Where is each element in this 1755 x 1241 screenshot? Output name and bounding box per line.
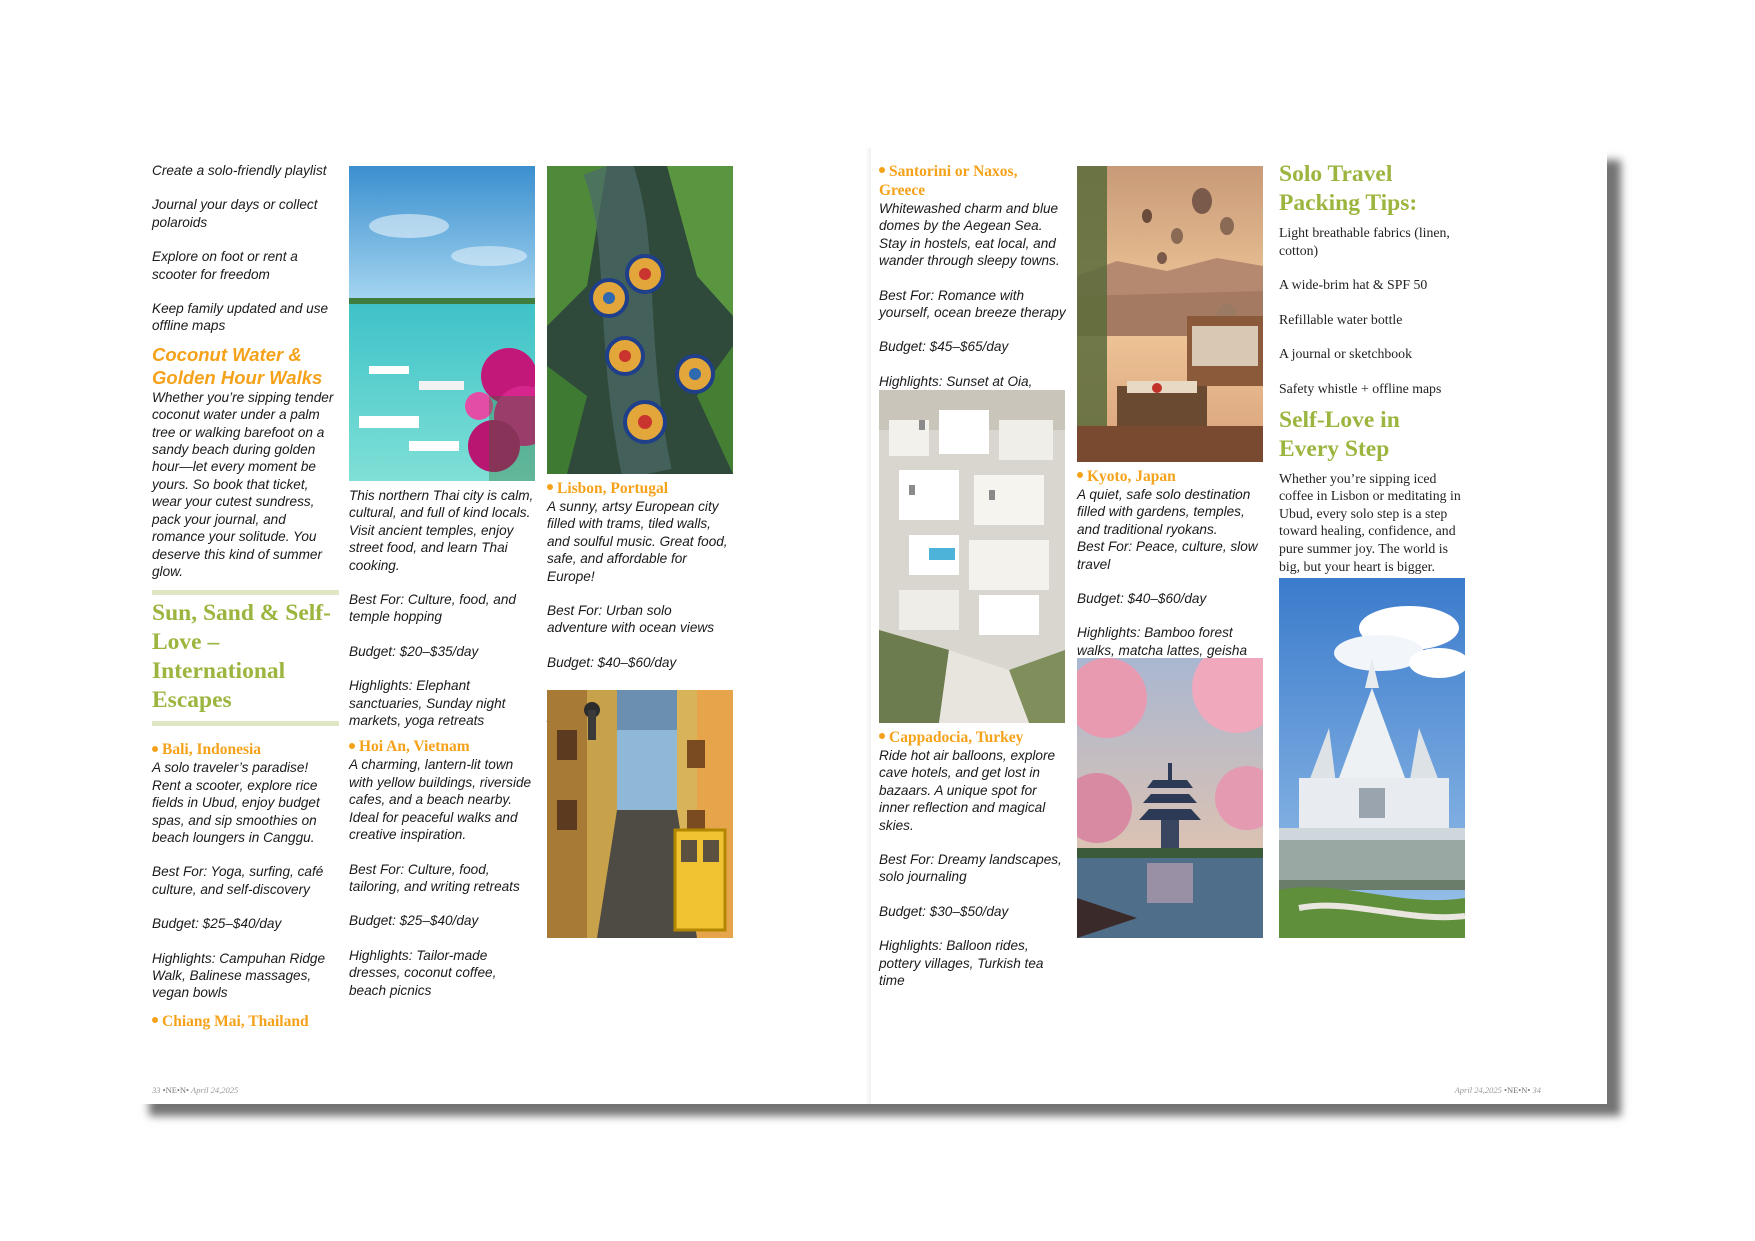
left-page <box>135 148 871 1104</box>
section-rule-bottom <box>152 721 339 726</box>
kyoto-desc: A quiet, safe solo destination filled with gardens, temples, and traditional ryokans. <box>1077 487 1251 537</box>
santorini-budget: Budget: $45–$65/day <box>879 339 1009 355</box>
white-temple-photo <box>1279 578 1465 938</box>
dest-santorini-title: Santorini or Naxos, Greece <box>879 163 1018 199</box>
kyoto-highlights: Highlights: Bamboo forest walks, matcha lattes, geisha <box>1077 625 1248 658</box>
packing-item: A wide-brim hat & SPF 50 <box>1279 277 1428 293</box>
cappadocia-highlights: Highlights: Balloon rides, pottery villages, Turkish tea time <box>879 938 1044 989</box>
section-heading: Sun, Sand & Self-Love – International Escapes <box>152 600 331 714</box>
dest-cappadocia-title: Cappadocia, Turkey <box>879 728 1069 747</box>
right-column-1 <box>879 162 1067 425</box>
santorini-village-photo <box>879 390 1065 723</box>
santorini-desc: Whitewashed charm and blue domes by the Aegean Sea. Stay in hostels, eat local, and wander through sleepy towns. <box>879 201 1060 269</box>
lisbon-best-for: Best For: Urban solo adventure with ocean views <box>547 603 714 636</box>
bullet-dot-icon <box>1077 472 1083 478</box>
right-column-3 <box>1279 160 1465 593</box>
selflove-text: Whether you’re sipping iced coffee in Lisbon or meditating in Ubud, every solo step is a step toward healing, confidence, and pure summer joy. The world is big, but your heart is bigger. <box>1279 470 1461 574</box>
cappadocia-desc: Ride hot air balloons, explore cave hotels, and get lost in bazaars. A unique spot for inner reflection and magical skies. <box>879 748 1056 833</box>
bullet-dot-icon <box>879 733 885 739</box>
bali-budget: Budget: $25–$40/day <box>152 916 282 932</box>
hoi-an-highlights: Highlights: Tailor-made dresses, coconut coffee, beach picnics <box>349 947 497 998</box>
magazine-spread <box>135 148 1607 1104</box>
kyoto-best-for: Best For: Peace, culture, slow travel <box>1077 539 1258 572</box>
selflove-heading: Self-Love in Every Step <box>1279 406 1400 462</box>
coconut-text: Whether you’re sipping tender coconut water under a palm tree or walking barefoot on a sandy beach during golden hour—let every moment be yours. So book that ticket, wear your cutest sundress, pack your journal, and romance your solitude. You deserve this kind of summer glow. <box>152 389 334 579</box>
cappadocia-budget: Budget: $30–$50/day <box>879 903 1009 919</box>
chiang-mai-highlights: Highlights: Elephant sanctuaries, Sunday night markets, yoga retreats <box>349 678 506 729</box>
kyoto-pagoda-photo <box>1077 658 1263 938</box>
santorini-best-for: Best For: Romance with yourself, ocean breeze therapy <box>879 287 1066 321</box>
packing-item: Refillable water bottle <box>1279 311 1403 327</box>
hoi-an-basket-boats-photo <box>547 166 733 474</box>
left-column-1 <box>152 162 339 1031</box>
bali-best-for: Best For: Yoga, surfing, café culture, and self-discovery <box>152 864 324 897</box>
lisbon-desc: A sunny, artsy European city filled with trams, tiled walls, and soulful music. Great food, safe, and affordable for Europe! <box>547 499 728 584</box>
left-folio: 33 •NE•N• April 24,2025 <box>152 1085 239 1095</box>
hoi-an-desc: A charming, lantern-lit town with yellow buildings, riverside cafes, and a beach nearby. Ideal for peaceful walks and creative inspiration. <box>349 757 532 843</box>
bullet-dot-icon <box>152 1017 158 1023</box>
hoi-an-best-for: Best For: Culture, food, tailoring, and writing retreats <box>349 861 520 894</box>
bali-highlights: Highlights: Campuhan Ridge Walk, Balinese massages, vegan bowls <box>152 950 326 1001</box>
bullet-dot-icon <box>152 746 158 752</box>
right-column-1b <box>879 728 1069 1006</box>
tip-item: Create a solo-friendly playlist <box>152 163 327 178</box>
tip-item: Journal your days or collect polaroids <box>152 197 318 230</box>
hoi-an-budget: Budget: $25–$40/day <box>349 913 479 929</box>
coconut-heading: Coconut Water & Golden Hour Walks <box>152 343 323 388</box>
right-folio: April 24,2025 •NE•N• 34 <box>1454 1085 1541 1095</box>
packing-item: Safety whistle + offline maps <box>1279 380 1442 396</box>
tip-item: Keep family updated and use offline maps <box>152 301 329 334</box>
bullet-dot-icon <box>547 484 553 490</box>
bali-beach-photo <box>349 166 535 481</box>
tip-item: Explore on foot or rent a scooter for freedom <box>152 249 298 282</box>
dest-bali-title: Bali, Indonesia <box>152 740 339 759</box>
dest-lisbon-title: Lisbon, Portugal <box>547 479 735 498</box>
packing-item: Light breathable fabrics (linen, cotton) <box>1279 225 1450 258</box>
kyoto-budget: Budget: $40–$60/day <box>1077 591 1207 607</box>
bullet-dot-icon <box>349 743 355 749</box>
dest-kyoto-title: Kyoto, Japan <box>1077 467 1267 486</box>
packing-item: A journal or sketchbook <box>1279 346 1412 362</box>
cappadocia-best-for: Best For: Dreamy landscapes, solo journaling <box>879 852 1062 885</box>
left-column-2 <box>349 487 536 999</box>
bali-desc: A solo traveler’s paradise! Rent a scooter, explore rice fields in Ubud, enjoy budget spas, and sip smoothies on beach loungers in Canggu. <box>152 760 320 845</box>
packing-heading: Solo Travel Packing Tips: <box>1279 161 1418 216</box>
right-page <box>871 148 1607 1104</box>
santorini-highlights: Highlights: Sunset at Oia, <box>879 373 1033 389</box>
dest-chiang-mai-title: Chiang Mai, Thailand <box>152 1012 339 1031</box>
lisbon-tram-street-photo <box>547 690 733 938</box>
dest-hoi-an-title: Hoi An, Vietnam <box>349 737 536 756</box>
bullet-dot-icon <box>879 167 885 173</box>
lisbon-budget: Budget: $40–$60/day <box>547 654 677 670</box>
cappadocia-balloons-photo <box>1077 166 1263 462</box>
chiang-mai-desc: This northern Thai city is calm, cultural, and full of kind locals. Visit ancient temples, enjoy street food, and learn Thai cooking. <box>349 488 534 573</box>
section-rule-top <box>152 590 339 595</box>
chiang-mai-budget: Budget: $20–$35/day <box>349 643 479 659</box>
chiang-mai-best-for: Best For: Culture, food, and temple hopping <box>349 592 516 625</box>
